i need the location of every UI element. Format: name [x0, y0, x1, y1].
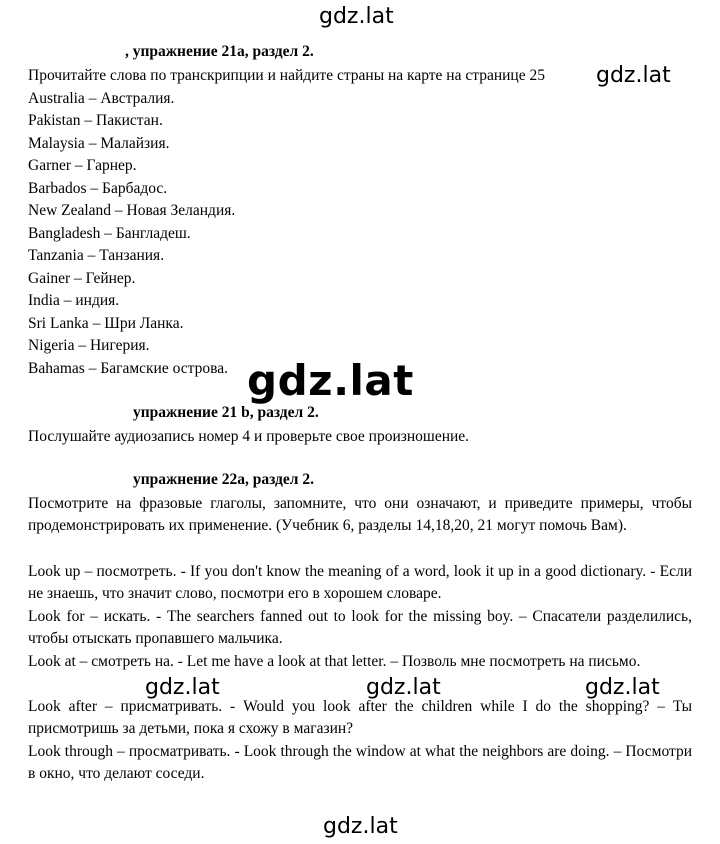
exercise-22a-instruction: Посмотрите на фразовые глаголы, запомните, что они означают, и приведите примеры, чтобы продемонстрировать их применение. (Учебник 6, разделы 14,18,20, 21 могут помочь Вам). [28, 495, 692, 535]
exercise-22a-heading: упражнение 22a, раздел 2. [133, 471, 314, 488]
watermark-bottom-right: gdz.lat [585, 675, 660, 700]
list-item: Pakistan – Пакистан. [28, 112, 163, 129]
exercise-21b-text: Послушайте аудиозапись номер 4 и проверьте свое произношение. [28, 428, 470, 445]
exercise-21a-heading: , упражнение 21a, раздел 2. [125, 43, 314, 60]
watermark-bottom-left: gdz.lat [145, 675, 220, 700]
list-item: Tanzania – Танзания. [28, 247, 165, 264]
watermark-footer: gdz.lat [323, 814, 398, 839]
list-item: New Zealand – Новая Зеландия. [28, 202, 236, 219]
list-item: Australia – Австралия. [28, 90, 175, 107]
list-item: Garner – Гарнер. [28, 157, 137, 174]
phrasal-verb-look-for: Look for – искать. - The searchers fanned out to look for the missing boy. – Спасатели разделились, чтобы отыскать пропавшего мальчика. [28, 608, 692, 648]
phrasal-verb-look-up: Look up – посмотреть. - If you don't know the meaning of a word, look it up in a good dictionary. - Если не знаешь, что значит слово, посмотри его в хорошем словаре. [28, 563, 692, 603]
watermark-bottom-center: gdz.lat [366, 675, 441, 700]
list-item: Barbados – Барбадос. [28, 180, 168, 197]
phrasal-verb-look-after: Look after – присматривать. - Would you look after the children while I do the shopping? – Ты присмотришь за детьми, пока я схожу в магазин? [28, 698, 692, 738]
watermark-center: gdz.lat [247, 356, 414, 405]
list-item: India – индия. [28, 292, 120, 309]
watermark-right: gdz.lat [596, 63, 671, 88]
list-item: Malaysia – Малайзия. [28, 135, 170, 152]
list-item: Bahamas – Багамские острова. [28, 360, 228, 377]
list-item: Sri Lanka – Шри Ланка. [28, 315, 184, 332]
exercise-21a-instruction: Прочитайте слова по транскрипции и найдите страны на карте на странице 25 [28, 67, 545, 84]
phrasal-verb-look-through: Look through – просматривать. - Look through the window at what the neighbors are doing. – Посмотри в окно, что делают соседи. [28, 743, 692, 783]
exercise-21b-heading: упражнение 21 b, раздел 2. [133, 404, 319, 421]
list-item: Bangladesh – Бангладеш. [28, 225, 191, 242]
watermark-top: gdz.lat [319, 4, 394, 29]
list-item: Gainer – Гейнер. [28, 270, 136, 287]
list-item: Nigeria – Нигерия. [28, 337, 150, 354]
phrasal-verb-look-at: Look at – смотреть на. - Let me have a look at that letter. – Позволь мне посмотреть на письмо. [28, 653, 641, 670]
